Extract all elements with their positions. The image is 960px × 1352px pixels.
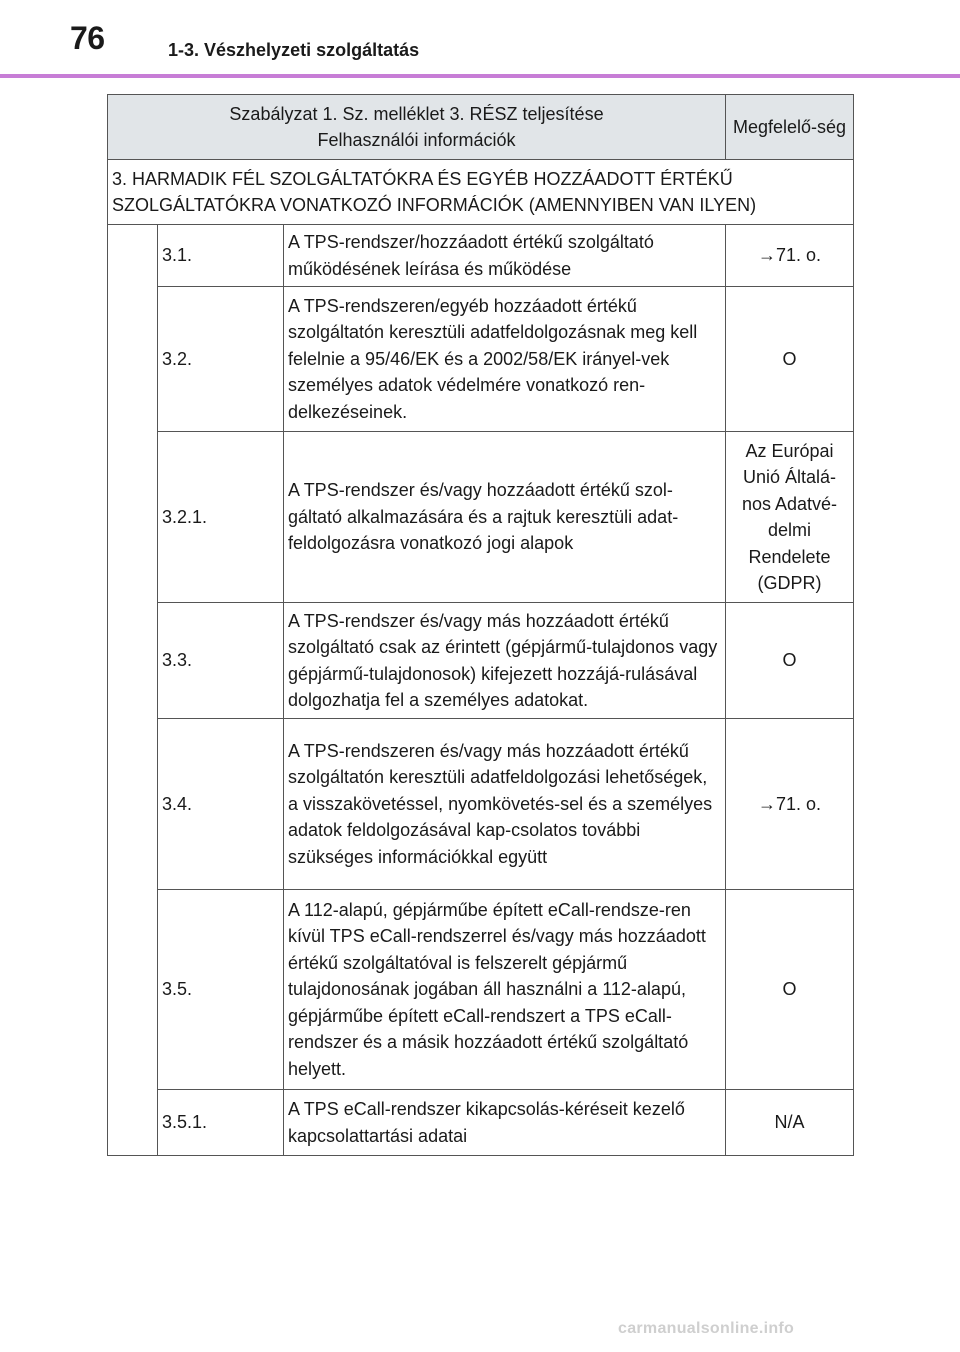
row-conformity: O <box>726 287 854 432</box>
row-conformity: O <box>726 603 854 719</box>
row-description: A 112-alapú, gépjárműbe épített eCall-rendsze-ren kívül TPS eCall-rendszerrel és/vagy más hozzáadott értékű szolgáltatóval is felszerelt gépjármű tulajdonosának jogában áll használni a 112-alapú, gépjárműbe épített eCall-rendszert a TPS eCall-rendszer és a másik hozzáadott értékű szolgáltató helyett. <box>284 890 726 1090</box>
table-row <box>108 1090 854 1156</box>
row-description: A TPS eCall-rendszer kikapcsolás-kéréseit kezelő kapcsolattartási adatai <box>284 1090 726 1156</box>
row-number: 3.1. <box>158 225 284 287</box>
table-header-line2: Felhasználói információk <box>317 130 516 150</box>
table-header-row <box>108 95 854 160</box>
row-number: 3.3. <box>158 603 284 719</box>
table-row <box>108 287 854 432</box>
table-row <box>108 225 854 287</box>
table-row <box>108 890 854 1090</box>
row-conformity: Az Európai Unió Általá-nos Adatvé-delmi Rendelete (GDPR) <box>726 432 854 603</box>
row-number: 3.2. <box>158 287 284 432</box>
table-header-conformity: Megfelelő-ség <box>726 95 854 160</box>
row-description: A TPS-rendszer és/vagy hozzáadott értékű szol-gáltató alkalmazására és a rajtuk keresztüli adat-feldolgozásra vonatkozó jogi alapok <box>284 432 726 603</box>
row-conformity: →71. o. <box>726 719 854 890</box>
page-number: 76 <box>70 20 105 56</box>
header-divider <box>0 74 960 78</box>
row-description: A TPS-rendszer/hozzáadott értékű szolgáltató működésének leírása és működése <box>284 225 726 287</box>
compliance-table <box>107 94 854 1156</box>
row-number: 3.4. <box>158 719 284 890</box>
watermark: carmanualsonline.info <box>618 1320 795 1337</box>
row-number: 3.5.1. <box>158 1090 284 1156</box>
table-header-title <box>108 95 726 160</box>
row-description: A TPS-rendszeren/egyéb hozzáadott értékű szolgáltatón keresztüli adatfeldolgozásnak meg kell felelnie a 95/46/EK és a 2002/58/EK irányel-vek személyes adatok védelmére vonatkozó ren-delkezéseinek. <box>284 287 726 432</box>
table-intro-text: 3. HARMADIK FÉL SZOLGÁLTATÓKRA ÉS EGYÉB HOZZÁADOTT ÉRTÉKŰ SZOLGÁLTATÓKRA VONATKOZÓ INFORMÁCIÓK (AMENNYIBEN VAN ILYEN) <box>108 160 854 225</box>
table-row <box>108 719 854 890</box>
table-header-line1: Szabályzat 1. Sz. melléklet 3. RÉSZ teljesítése <box>229 103 604 124</box>
table-row <box>108 432 854 603</box>
row-description: A TPS-rendszeren és/vagy más hozzáadott értékű szolgáltatón keresztüli adatfeldolgozási lehetőségek, a visszakövetéssel, nyomkövetés-sel és a személyes adatok feldolgozásával kap-csolatos további szükséges információkkal együtt <box>284 719 726 890</box>
row-description: A TPS-rendszer és/vagy más hozzáadott értékű szolgáltató csak az érintett (gépjármű-tulajdonos vagy gépjármű-tulajdonosok) kifejezett hozzájá-rulásával dolgozhatja fel a személyes adatokat. <box>284 603 726 719</box>
page-header <box>0 0 960 80</box>
table-empty-column <box>108 225 158 1156</box>
row-number: 3.2.1. <box>158 432 284 603</box>
table-row <box>108 603 854 719</box>
table-intro-row <box>108 160 854 225</box>
row-conformity: N/A <box>726 1090 854 1156</box>
section-title: 1-3. Vészhelyzeti szolgáltatás <box>168 40 420 60</box>
row-conformity: →71. o. <box>726 225 854 287</box>
row-conformity: O <box>726 890 854 1090</box>
row-number: 3.5. <box>158 890 284 1090</box>
